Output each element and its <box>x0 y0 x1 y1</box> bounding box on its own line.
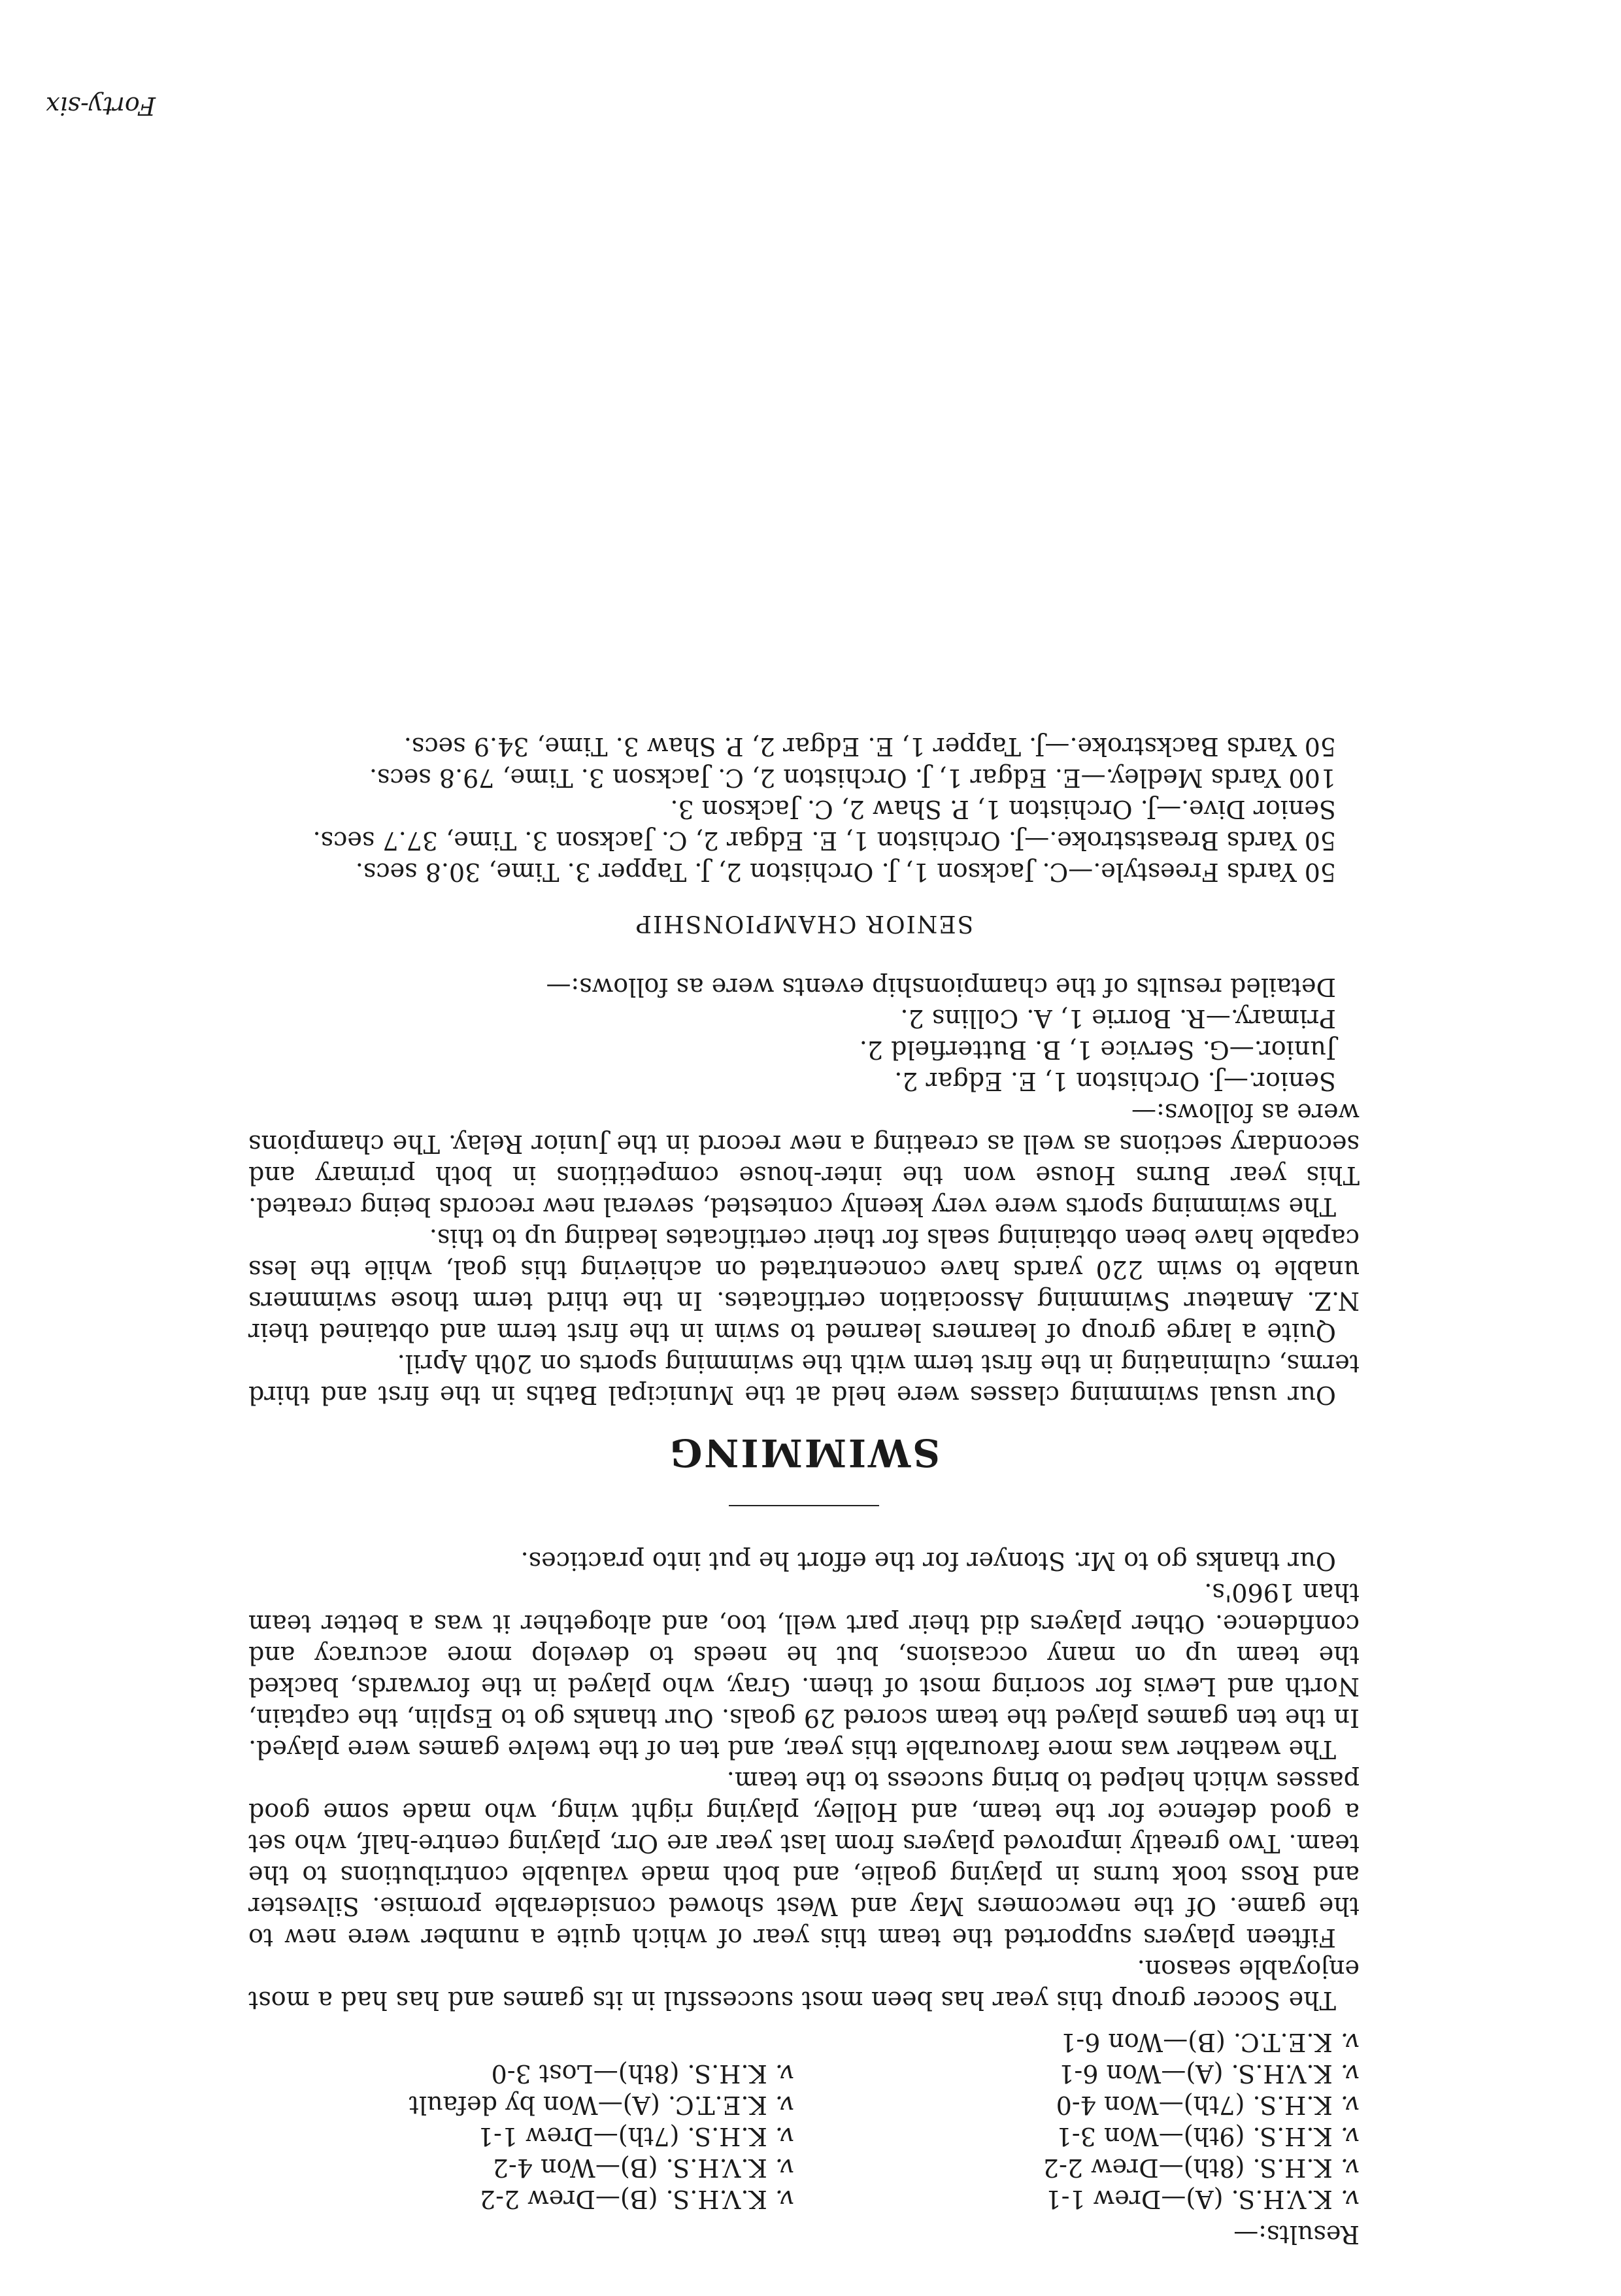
result-prefix: v. <box>1340 2153 1360 2182</box>
result-row <box>814 2058 1360 2089</box>
result-prefix: v. <box>1340 2059 1360 2088</box>
result-text: K.H.S. (7th)—Won 4-0 <box>1056 2091 1333 2119</box>
result-text: K.H.S. (7th)—Drew 1-1 <box>477 2122 767 2151</box>
result-prefix: v. <box>775 2185 794 2214</box>
event-result: 50 Yards Breaststroke.—J. Orchiston 1, E. Edgar 2, C. Jackson 3. Time, 37.7 secs. <box>312 826 1336 855</box>
result-row <box>248 2058 794 2089</box>
result-row <box>814 2121 1360 2152</box>
result-row <box>248 2089 794 2121</box>
event-result: 50 Yards Freestyle.—C. Jackson 1, J. Orchiston 2, J. Tapper 3. Time, 30.8 secs. <box>355 858 1336 886</box>
section-divider <box>729 1505 879 1506</box>
champion-line: Senior.—J. Orchiston 1, E. Edgar 2. <box>894 1067 1336 1096</box>
result-row <box>248 2152 794 2184</box>
champion-line: Junior.—G. Service 1, B. Butterfield 2. <box>859 1036 1336 1064</box>
event-result: Senior Dive.—J. Orchiston 1, P. Shaw 2, C. Jackson 3. <box>670 795 1336 824</box>
result-prefix: v. <box>1340 2185 1360 2214</box>
result-row <box>814 2152 1360 2184</box>
soccer-paragraph: Fifteen players supported the team this year of which quite a number were new to the game. Of the newcomers May and West showed considerable promise. Silvester and Ross took turns in playing goalie, and both made valuable contributions to the team. Two greatly improved players from last year are Orr, playing centre-half, who set a good defence for the team, and Holley, playing right wing, who made some good passes which helped to bring success to the team. <box>248 1766 1360 1952</box>
detail-intro: Detailed results of the championship events were as follows:— <box>546 973 1336 1002</box>
event-result: 100 Yards Medley.—E. Edgar 1, J. Orchiston 2, C. Jackson 3. Time, 79.8 secs. <box>369 764 1336 792</box>
event-result: 50 Yards Backstroke.—J. Tapper 1, E. Edgar 2, P. Shaw 3. Time, 34.9 secs. <box>403 732 1336 761</box>
section-title: SWIMMING <box>667 1430 941 1475</box>
swimming-paragraph: Quite a large group of learners learned to swim in the first term and obtained their N.Z. Amateur Swimming Association certificates. In the third term those swimmers unable to swim 220 yards have concentrated on achieving this goal, while the less capable have been obtaining seals for their certificates leading up to this. <box>248 1224 1360 1347</box>
result-text: K.V.H.S. (B)—Drew 2-2 <box>479 2185 767 2214</box>
result-prefix: v. <box>775 2059 794 2088</box>
result-row <box>814 2027 1360 2058</box>
result-text: K.H.S. (9th)—Won 3-1 <box>1056 2122 1333 2151</box>
result-row <box>814 2184 1360 2215</box>
result-prefix: v. <box>1340 2028 1360 2057</box>
result-prefix: v. <box>775 2091 794 2119</box>
result-prefix: v. <box>1340 2091 1360 2119</box>
result-row <box>248 2184 794 2215</box>
result-row <box>814 2089 1360 2121</box>
soccer-paragraph: Our thanks go to Mr. Stonyer for the effort he put into practices. <box>520 1547 1336 1576</box>
result-prefix: v. <box>775 2122 794 2151</box>
soccer-paragraph: The Soccer group this year has been most successful in its games and has had a most enjoyable season. <box>248 1955 1360 2015</box>
result-text: K.E.T.C. (B)—Won 6-1 <box>1060 2028 1333 2057</box>
soccer-paragraph: The weather was more favourable this year, and ten of the twelve games were played. In the ten games played the team scored 29 goals. Our thanks go to Esplin, the captain, North and Lewis for scoring most of them. Gray, who played in the forwards, backed the team up on many occasions, but he needs to develop more accuracy and confidence. Other players did their part well, too, and altogether it was a better team than 1960's. <box>248 1578 1360 1764</box>
swimming-paragraph: The swimming sports were very keenly contested, several new records being created. This year Burns House won the inter-house competitions in both primary and secondary sections as well as creating a new record in the Junior Relay. The champions were as follows:— <box>248 1098 1360 1221</box>
result-row <box>248 2121 794 2152</box>
result-text: K.V.H.S. (B)—Won 4-2 <box>492 2153 767 2182</box>
result-text: K.V.H.S. (A)—Drew 1-1 <box>1045 2185 1333 2214</box>
results-column-left <box>814 2027 1360 2215</box>
result-text: K.V.H.S. (A)—Won 6-1 <box>1058 2059 1333 2088</box>
page-content <box>248 731 1360 2250</box>
swimming-paragraph: Our usual swimming classes were held at the Municipal Baths in the first and third terms, culminating in the first term with the swimming sports on 20th April. <box>248 1349 1360 1410</box>
result-text: K.E.T.C. (A)—Won by default <box>409 2091 767 2119</box>
results-label: Results:— <box>1233 2220 1360 2249</box>
result-text: K.H.S. (8th)—Lost 3-0 <box>491 2059 767 2088</box>
champion-line: Primary.—R. Borrie 1, A. Collins 2. <box>900 1004 1336 1033</box>
result-prefix: v. <box>775 2153 794 2182</box>
result-prefix: v. <box>1340 2122 1360 2151</box>
soccer-results-table <box>248 2027 1360 2215</box>
result-text: K.H.S. (8th)—Drew 2-2 <box>1043 2153 1333 2182</box>
senior-championship-heading: SENIOR CHAMPIONSHIP <box>634 910 974 937</box>
page-number: Forty-six <box>46 92 156 120</box>
results-column-right <box>248 2027 794 2215</box>
